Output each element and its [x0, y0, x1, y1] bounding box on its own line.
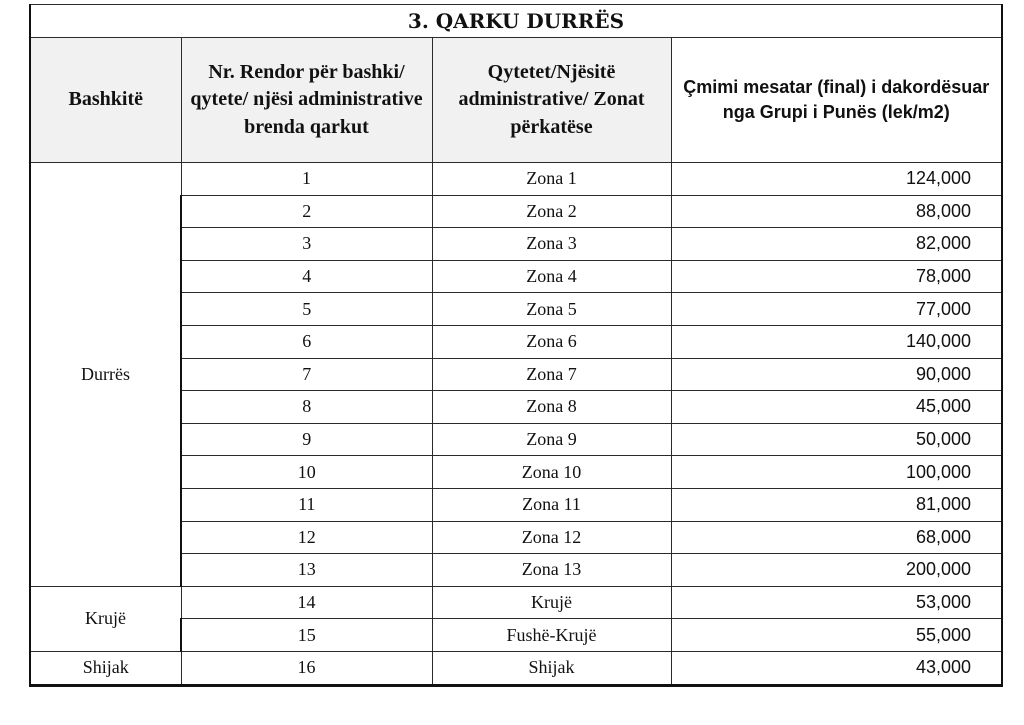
order-number-cell: 1: [181, 163, 432, 196]
unit-cell: Zona 2: [432, 195, 671, 228]
unit-cell: Zona 7: [432, 358, 671, 391]
price-cell: 68,000: [671, 521, 1002, 554]
order-number-cell: 2: [181, 195, 432, 228]
price-cell: 200,000: [671, 554, 1002, 587]
price-cell: 45,000: [671, 391, 1002, 424]
order-number-cell: 6: [181, 325, 432, 358]
header-order-number: Nr. Rendor për bashki/ qytete/ njësi administrative brenda qarkut: [181, 38, 432, 163]
price-cell: 140,000: [671, 325, 1002, 358]
unit-cell: Zona 5: [432, 293, 671, 326]
unit-cell: Krujë: [432, 586, 671, 619]
unit-cell: Zona 9: [432, 423, 671, 456]
table-row: [30, 586, 1002, 619]
price-cell: 77,000: [671, 293, 1002, 326]
unit-cell: Fushë-Krujë: [432, 619, 671, 652]
order-number-cell: 15: [181, 619, 432, 652]
table-row: [30, 163, 1002, 196]
order-number-cell: 12: [181, 521, 432, 554]
table-body: [30, 163, 1002, 686]
unit-cell: Shijak: [432, 651, 671, 685]
price-table-sheet: [29, 4, 1003, 687]
price-cell: 124,000: [671, 163, 1002, 196]
order-number-cell: 5: [181, 293, 432, 326]
unit-cell: Zona 4: [432, 260, 671, 293]
price-cell: 78,000: [671, 260, 1002, 293]
order-number-cell: 14: [181, 586, 432, 619]
unit-cell: Zona 6: [432, 325, 671, 358]
price-cell: 88,000: [671, 195, 1002, 228]
header-municipality: Bashkitë: [30, 38, 181, 163]
unit-cell: Zona 3: [432, 228, 671, 261]
price-cell: 50,000: [671, 423, 1002, 456]
unit-cell: Zona 13: [432, 554, 671, 587]
price-cell: 100,000: [671, 456, 1002, 489]
title-row: [30, 5, 1002, 38]
price-cell: 90,000: [671, 358, 1002, 391]
price-cell: 53,000: [671, 586, 1002, 619]
order-number-cell: 4: [181, 260, 432, 293]
unit-cell: Zona 1: [432, 163, 671, 196]
municipality-cell: Krujë: [30, 586, 181, 651]
order-number-cell: 11: [181, 488, 432, 521]
header-row: [30, 38, 1002, 163]
unit-cell: Zona 8: [432, 391, 671, 424]
table-title: 3. QARKU DURRËS: [30, 5, 1002, 38]
price-cell: 81,000: [671, 488, 1002, 521]
municipality-cell: Shijak: [30, 651, 181, 685]
price-cell: 43,000: [671, 651, 1002, 685]
unit-cell: Zona 12: [432, 521, 671, 554]
price-cell: 55,000: [671, 619, 1002, 652]
header-price: Çmimi mesatar (final) i dakordësuar nga Grupi i Punës (lek/m2): [671, 38, 1002, 163]
table-row: [30, 651, 1002, 685]
price-table: [29, 4, 1003, 687]
order-number-cell: 3: [181, 228, 432, 261]
municipality-cell: Durrës: [30, 163, 181, 587]
order-number-cell: 9: [181, 423, 432, 456]
unit-cell: Zona 11: [432, 488, 671, 521]
order-number-cell: 10: [181, 456, 432, 489]
order-number-cell: 16: [181, 651, 432, 685]
unit-cell: Zona 10: [432, 456, 671, 489]
order-number-cell: 7: [181, 358, 432, 391]
order-number-cell: 13: [181, 554, 432, 587]
order-number-cell: 8: [181, 391, 432, 424]
header-units: Qytetet/Njësitë administrative/ Zonat përkatëse: [432, 38, 671, 163]
price-cell: 82,000: [671, 228, 1002, 261]
